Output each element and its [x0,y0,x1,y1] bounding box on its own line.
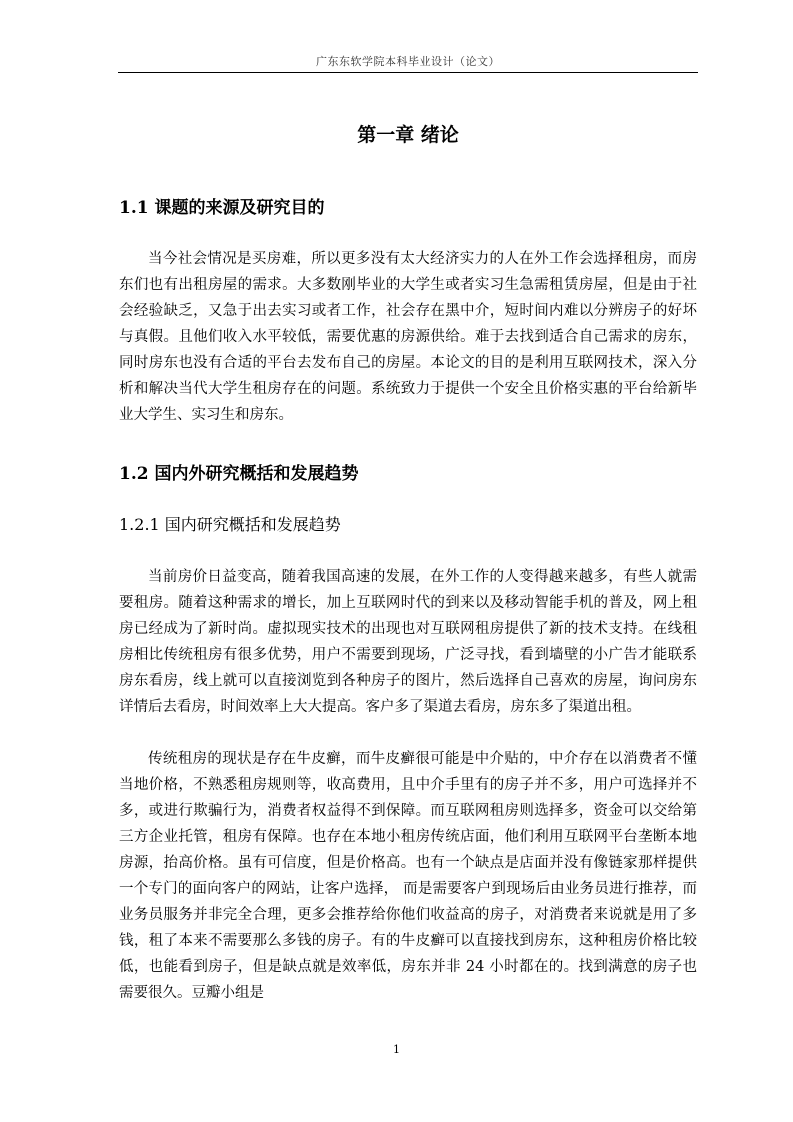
section-heading-1-1: 1.1 课题的来源及研究目的 [119,198,325,218]
body-paragraph: 当前房价日益变高，随着我国高速的发展，在外工作的人变得越来越多，有些人就需要租房。随着这种需求的增长，加上互联网时代的到来以及移动智能手机的普及，网上租房已经成为了新时尚。虚拟现实技术的出现也对互联网租房提供了新的技术支持。在线租房相比传统租房有很多优势，用户不需要到现场，广泛寻找，看到墙壁的小广告才能联系房东看房，线上就可以直接浏览到各种房子的图片，然后选择自己喜欢的房屋，询问房东详情后去看房，时间效率上大大提高。客户多了渠道去看房，房东多了渠道出租。 [119,569,697,715]
body-paragraph: 传统租房的现状是存在牛皮癣，而牛皮癣很可能是中介贴的，中介存在以消费者不懂当地价格，不熟悉租房规则等，收高费用，且中介手里有的房子并不多，用户可选择并不多，或进行欺骗行为，消费者权益得不到保障。而互联网租房则选择多，资金可以交给第三方企业托管，租房有保障。也存在本地小租房传统店面，他们利用互联网平台垄断本地房源，抬高价格。虽有可信度，但是价格高。也有一个缺点是店面并没有像链家那样提供一个专门的面向客户的网站，让客户选择， 而是需要客户到现场后由业务员进行推荐，而业务员服务并非完全合理，更多会推荐给你他们收益高的房子，对消费者来说就是用了多钱，租了本来不需要那么多钱的房子。有的牛皮癣可以直接找到房东，这种租房价格比较低，也能看到房子，但是缺点就是效率低，房东并非 24 小时都在的。找到满意的房子也需要很久。豆瓣小组是 [119,751,697,1001]
body-paragraph: 当今社会情况是买房难，所以更多没有太大经济实力的人在外工作会选择租房，而房东们也有出租房屋的需求。大多数刚毕业的大学生或者实习生急需租赁房屋，但是由于社会经验缺乏，又急于出去实习或者工作，社会存在黑中介，短时间内难以分辨房子的好坏与真假。且他们收入水平较低，需要优惠的房源供给。难于去找到适合自己需求的房东，同时房东也没有合适的平台去发布自己的房屋。本论文的目的是利用互联网技术，深入分析和解决当代大学生租房存在的问题。系统致力于提供一个安全且价格实惠的平台给新毕业大学生、实习生和房东。 [119,251,697,423]
page-number: 1 [393,1043,400,1056]
subsection-heading-1-2-1: 1.2.1 国内研究概括和发展趋势 [119,515,341,534]
chapter-title: 第一章 绪论 [357,124,459,146]
section-heading-1-2: 1.2 国内外研究概括和发展趋势 [119,464,359,484]
header-rule [118,72,698,73]
page-header: 广东东软学院本科毕业设计（论文） [316,55,500,68]
